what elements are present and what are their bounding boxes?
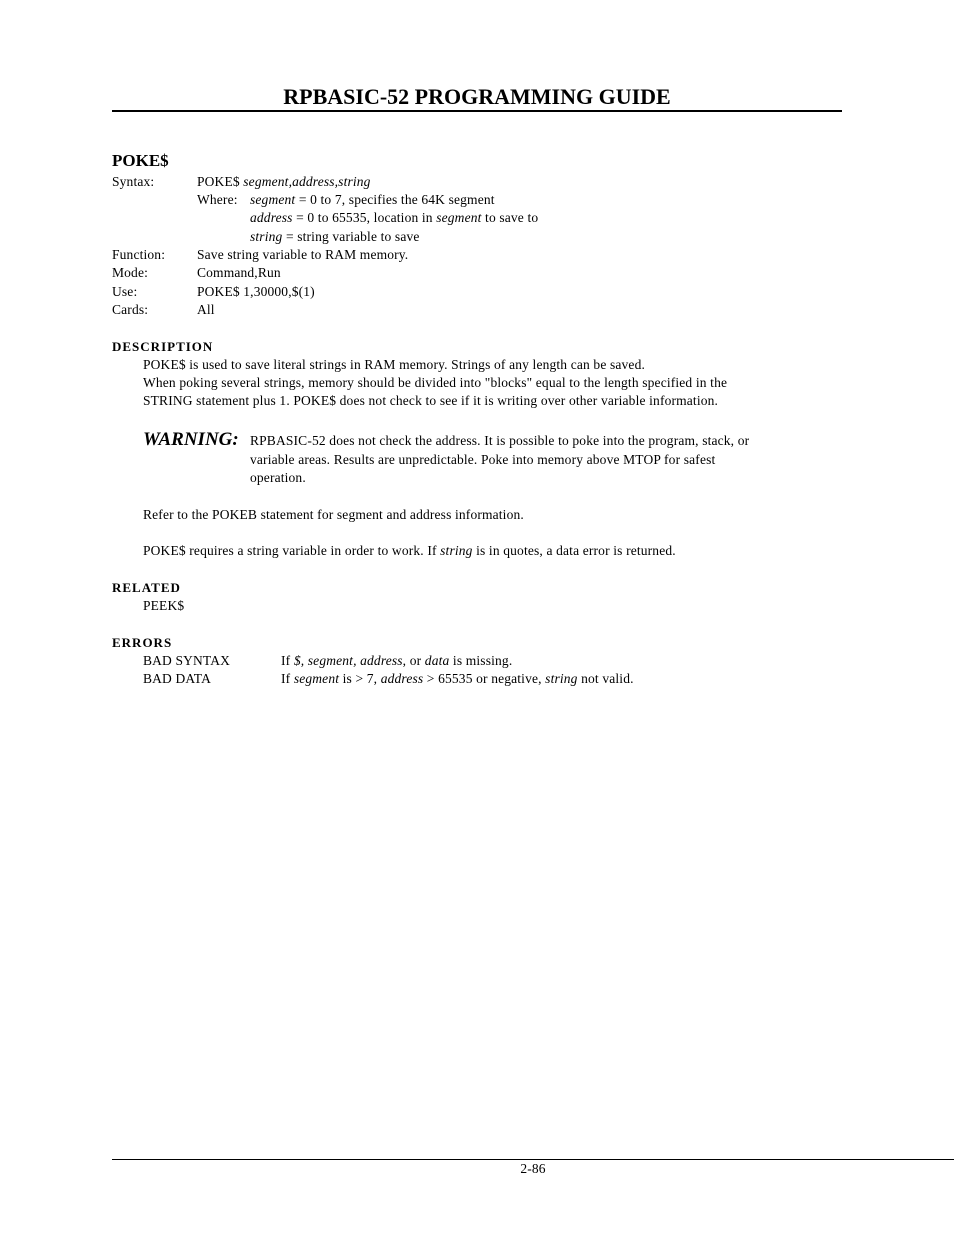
param-address: address = 0 to 65535, location in segment to save to (250, 210, 539, 225)
description-line: POKE$ is used to save literal strings in RAM memory. Strings of any length can be saved. (143, 357, 646, 372)
description-line: STRING statement plus 1. POKE$ does not check to see if it is writing over other variable information. (143, 393, 719, 408)
warning-line: operation. (250, 470, 306, 485)
page-title: RPBASIC-52 PROGRAMMING GUIDE (283, 84, 671, 109)
footer-rule (112, 1159, 954, 1160)
param-segment: segment = 0 to 7, specifies the 64K segment (250, 192, 495, 207)
description-heading: DESCRIPTION (112, 339, 214, 354)
warning-line: variable areas. Results are unpredictable. Poke into memory above MTOP for safest (250, 452, 716, 467)
refer-paragraph: Refer to the POKEB statement for segment and address information. (143, 507, 524, 522)
cards-value: All (197, 302, 215, 317)
cards-label: Cards: (112, 302, 149, 317)
warning-line: RPBASIC-52 does not check the address. It is possible to poke into the program, stack, or (250, 433, 750, 448)
page-number: 2-86 (520, 1161, 546, 1176)
function-label: Function: (112, 247, 166, 262)
errors-heading: ERRORS (112, 635, 173, 650)
function-value: Save string variable to RAM memory. (197, 247, 409, 262)
header-rule (112, 110, 842, 112)
related-item: PEEK$ (143, 598, 185, 613)
error-code: BAD SYNTAX (143, 653, 231, 668)
where-label: Where: (197, 192, 238, 207)
description-line: When poking several strings, memory should be divided into "blocks" equal to the length specified in the (143, 375, 728, 390)
error-message: If $, segment, address, or data is missing. (281, 653, 513, 668)
related-heading: RELATED (112, 580, 181, 595)
command-name: POKE$ (112, 151, 169, 170)
requires-paragraph: POKE$ requires a string variable in order to work. If string is in quotes, a data error is returned. (143, 543, 676, 558)
param-string: string = string variable to save (250, 229, 420, 244)
mode-value: Command,Run (197, 265, 281, 280)
warning-label: WARNING: (143, 429, 239, 450)
use-label: Use: (112, 284, 138, 299)
syntax-label: Syntax: (112, 174, 155, 189)
error-message: If segment is > 7, address > 65535 or negative, string not valid. (281, 671, 634, 686)
use-value: POKE$ 1,30000,$(1) (197, 284, 315, 299)
error-code: BAD DATA (143, 671, 211, 686)
mode-label: Mode: (112, 265, 148, 280)
syntax-value: POKE$ segment,address,string (197, 174, 371, 189)
